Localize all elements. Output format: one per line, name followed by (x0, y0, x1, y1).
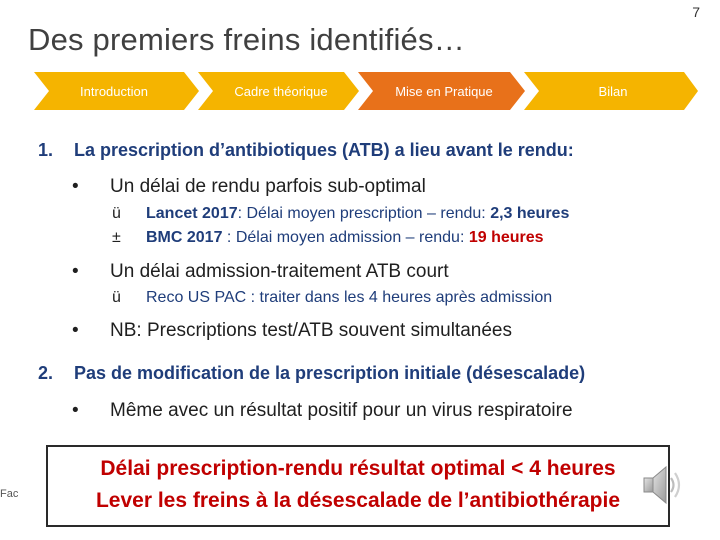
bullet-text: Un délai de rendu parfois sub-optimal (110, 176, 426, 197)
sub-item-reco-us (112, 289, 552, 307)
sub-item-text: : Délai moyen prescription – rendu: (237, 205, 491, 222)
value-19-heures: 19 heures (468, 229, 544, 246)
section-number: 1. (38, 140, 54, 160)
nav-step-bilan[interactable]: Bilan (598, 84, 628, 99)
bullet-symbol: • (72, 261, 79, 282)
conclusion-line-1: Délai prescription-rendu résultat optimal < 4 heures (100, 457, 616, 480)
section-1-heading (38, 140, 574, 161)
value-2-3-heures: 2,3 heures (490, 205, 570, 222)
source-bmc: BMC 2017 (146, 229, 223, 246)
section-heading-text: La prescription d’antibiotiques (ATB) a lieu avant le rendu: (74, 140, 574, 160)
plus-minus-icon: ± (112, 229, 121, 246)
check-icon: ü (112, 289, 121, 306)
bullet-text: Même avec un résultat positif pour un virus respiratoire (110, 400, 573, 421)
section-number: 2. (38, 363, 54, 383)
bullet-symbol: • (72, 320, 79, 341)
bullet-virus-respiratoire (72, 400, 573, 422)
sub-item-text: Reco US PAC : traiter dans les 4 heures après admission (146, 289, 553, 306)
conclusion-box (46, 445, 670, 527)
speaker-icon[interactable] (640, 462, 688, 508)
page-number: 7 (692, 4, 700, 20)
source-lancet: Lancet 2017 (146, 205, 238, 222)
section-2-heading (38, 363, 585, 384)
progress-nav (34, 72, 698, 110)
nav-step-introduction[interactable]: Introduction (80, 84, 148, 99)
bullet-symbol: • (72, 176, 79, 197)
page-title: Des premiers freins identifiés… (28, 22, 465, 57)
nav-step-mise-en-pratique[interactable]: Mise en Pratique (395, 84, 493, 99)
bullet-text: Un délai admission-traitement ATB court (110, 261, 449, 282)
conclusion-line-2: Lever les freins à la désescalade de l’antibiothérapie (95, 489, 621, 512)
check-icon: ü (112, 205, 121, 222)
sub-item-lancet (112, 205, 569, 223)
nav-step-cadre-theorique[interactable]: Cadre théorique (234, 84, 328, 99)
footer-fragment: Fac (0, 488, 19, 500)
sub-item-bmc (112, 229, 544, 247)
bullet-delai-rendu (72, 176, 426, 198)
sub-item-text: : Délai moyen admission – rendu: (222, 229, 469, 246)
bullet-symbol: • (72, 400, 79, 421)
bullet-delai-admission (72, 261, 449, 283)
bullet-nb-prescriptions (72, 320, 512, 342)
section-heading-text: Pas de modification de la prescription initiale (désescalade) (74, 363, 586, 383)
bullet-text: NB: Prescriptions test/ATB souvent simultanées (110, 320, 512, 341)
